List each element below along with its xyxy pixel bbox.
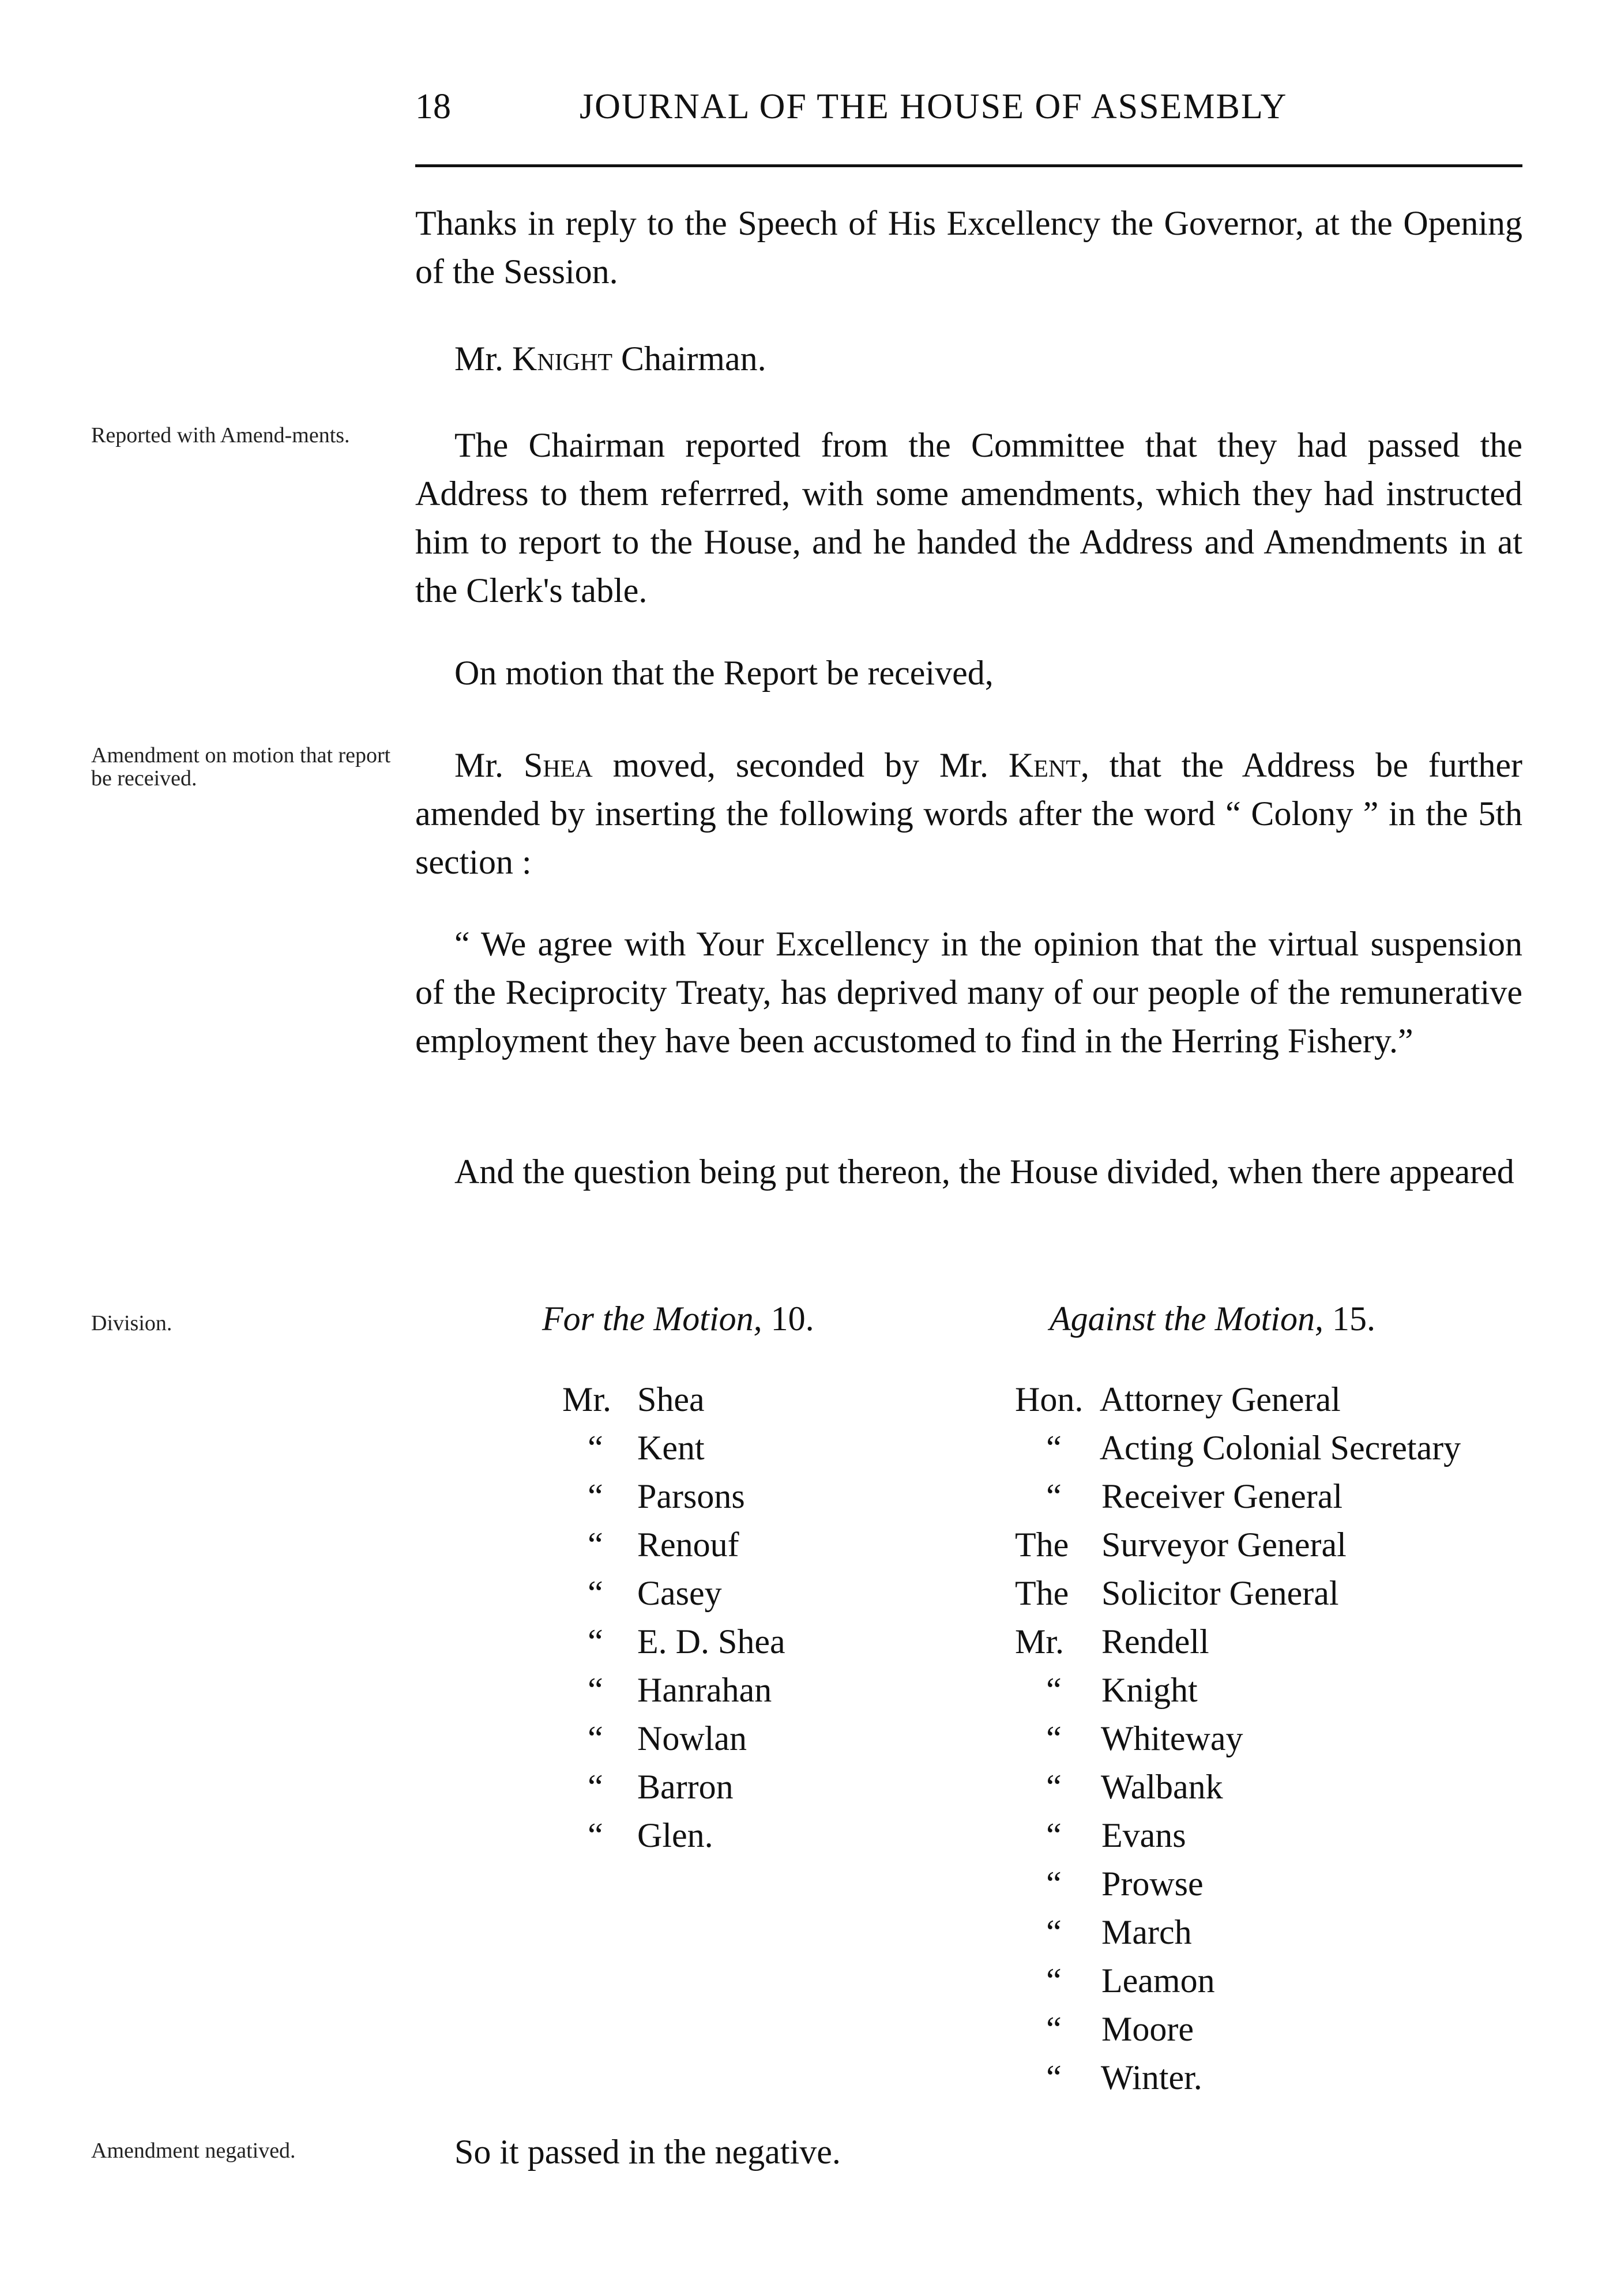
for-motion-list	[562, 1375, 785, 1860]
ditto-mark: “	[588, 1429, 603, 1467]
ditto-mark: “	[1046, 2010, 1062, 2048]
vote-entry	[1015, 1714, 1461, 1763]
vote-entry	[562, 1424, 785, 1472]
vote-entry	[1015, 1617, 1461, 1666]
page-number: 18	[415, 87, 451, 126]
member-name: Glen.	[629, 1816, 713, 1854]
against-motion-heading	[1050, 1294, 1375, 1343]
paragraph-division: And the question being put thereon, the House divided, when there appeared	[454, 1153, 1514, 1191]
vote-entry	[562, 1763, 785, 1811]
ditto-mark: “	[588, 1816, 603, 1854]
kent-name: Kent	[1008, 746, 1081, 784]
vote-prefix: Hon.	[1015, 1380, 1084, 1418]
member-name: Prowse	[1093, 1865, 1204, 1903]
shea-name: Shea	[523, 746, 593, 784]
paragraph-thanks: Thanks in reply to the Speech of His Excellency the Governor, at the Opening of the Session.	[415, 204, 1522, 291]
vote-entry	[1015, 1375, 1461, 1424]
vote-entry	[562, 1617, 785, 1666]
ditto-mark: “	[588, 1477, 603, 1515]
vote-entry	[562, 1666, 785, 1714]
vote-entry	[562, 1569, 785, 1617]
paragraph-report: The Chairman reported from the Committee that they had passed the Address to them referrred, with some amendments, which they had instructed him to report to the House, and he handed the Address and Amendments in at the Clerk's table.	[415, 426, 1522, 609]
member-name: Knight	[1093, 1671, 1198, 1709]
vote-entry	[1015, 1811, 1461, 1860]
member-name: Rendell	[1093, 1623, 1209, 1661]
member-name: Kent	[629, 1429, 705, 1467]
vote-entry	[1015, 1520, 1461, 1569]
vote-entry	[1015, 1472, 1461, 1520]
shea-motion-b: moved, seconded by Mr.	[612, 746, 988, 784]
vote-prefix: Mr.	[562, 1380, 612, 1418]
member-name: E. D. Shea	[629, 1623, 785, 1661]
against-motion-count: 15.	[1332, 1300, 1375, 1338]
vote-prefix: The	[1015, 1526, 1069, 1564]
paragraph-negative: So it passed in the negative.	[454, 2133, 841, 2171]
running-title: JOURNAL OF THE HOUSE OF ASSEMBLY	[580, 87, 1288, 126]
member-name: Whiteway	[1093, 1719, 1243, 1757]
vote-entry	[1015, 1763, 1461, 1811]
margin-note-division: Division.	[91, 1311, 172, 1335]
vote-entry	[1015, 2005, 1461, 2053]
chairman-line	[415, 334, 1522, 383]
member-name: Parsons	[629, 1477, 745, 1515]
shea-motion-a: Mr.	[454, 746, 504, 784]
margin-note-reported: Reported with Amend-ments.	[91, 423, 350, 447]
ditto-mark: “	[588, 1623, 603, 1661]
paragraph-shea-motion	[415, 741, 1522, 886]
ditto-mark: “	[588, 1768, 603, 1806]
chairman-name: Knight	[512, 340, 612, 378]
vote-entry	[562, 1714, 785, 1763]
ditto-mark: “	[588, 1574, 603, 1612]
ditto-mark: “	[1046, 1768, 1062, 1806]
against-motion-label: Against the Motion,	[1050, 1300, 1323, 1338]
ditto-mark: “	[588, 1526, 603, 1564]
header-rule	[415, 164, 1522, 167]
quoted-amendment: “ We agree with Your Excellency in the opinion that the virtual suspension of the Reciprocity Treaty, has deprived many of our people of the remunerative employment they have been accustomed to find in the Herring Fishery.”	[415, 925, 1522, 1060]
vote-entry	[562, 1811, 785, 1860]
vote-entry	[1015, 1956, 1461, 2005]
member-name: Nowlan	[629, 1719, 747, 1757]
ditto-mark: “	[1046, 1671, 1062, 1709]
ditto-mark: “	[1046, 1962, 1062, 2000]
ditto-mark: “	[588, 1719, 603, 1757]
member-name: Hanrahan	[629, 1671, 772, 1709]
vote-entry	[562, 1520, 785, 1569]
for-motion-heading	[542, 1294, 814, 1343]
shea-motion-c: , that the Address be further amended by inserting the following words after the word “ Colony ” in the 5th section :	[415, 746, 1523, 881]
member-name: Leamon	[1093, 1962, 1215, 2000]
against-motion-list	[1015, 1375, 1461, 2102]
vote-prefix: The	[1015, 1574, 1069, 1612]
ditto-mark: “	[1046, 1429, 1062, 1467]
ditto-mark: “	[588, 1671, 603, 1709]
member-name: March	[1093, 1913, 1192, 1951]
ditto-mark: “	[1046, 2058, 1062, 2096]
member-name: Shea	[629, 1380, 705, 1418]
member-name: Receiver General	[1093, 1477, 1343, 1515]
ditto-mark: “	[1046, 1477, 1062, 1515]
member-name: Barron	[629, 1768, 734, 1806]
member-name: Acting Colonial Secretary	[1093, 1429, 1461, 1467]
member-name: Attorney General	[1093, 1380, 1341, 1418]
chairman-prefix: Mr.	[454, 340, 504, 378]
vote-entry	[1015, 2053, 1461, 2102]
for-motion-count: 10.	[770, 1300, 814, 1338]
page-header	[415, 81, 1522, 133]
ditto-mark: “	[1046, 1816, 1062, 1854]
ditto-mark: “	[1046, 1913, 1062, 1951]
chairman-suffix: Chairman.	[621, 340, 766, 378]
margin-note-negatived: Amendment negatived.	[91, 2139, 296, 2163]
member-name: Winter.	[1093, 2058, 1202, 2096]
vote-entry	[1015, 1666, 1461, 1714]
member-name: Evans	[1093, 1816, 1186, 1854]
member-name: Solicitor General	[1093, 1574, 1339, 1612]
vote-entry	[1015, 1860, 1461, 1908]
member-name: Renouf	[629, 1526, 739, 1564]
member-name: Moore	[1093, 2010, 1194, 2048]
margin-note-amendment-motion: Amendment on motion that report be received.	[91, 743, 391, 791]
vote-entry	[1015, 1569, 1461, 1617]
paragraph-on-motion: On motion that the Report be received,	[454, 654, 994, 692]
vote-entry	[562, 1375, 785, 1424]
member-name: Surveyor General	[1093, 1526, 1347, 1564]
vote-entry	[1015, 1908, 1461, 1956]
ditto-mark: “	[1046, 1865, 1062, 1903]
vote-prefix: Mr.	[1015, 1623, 1065, 1661]
for-motion-label: For the Motion,	[542, 1300, 762, 1338]
ditto-mark: “	[1046, 1719, 1062, 1757]
vote-entry	[562, 1472, 785, 1520]
vote-entry	[1015, 1424, 1461, 1472]
member-name: Casey	[629, 1574, 722, 1612]
member-name: Walbank	[1093, 1768, 1223, 1806]
